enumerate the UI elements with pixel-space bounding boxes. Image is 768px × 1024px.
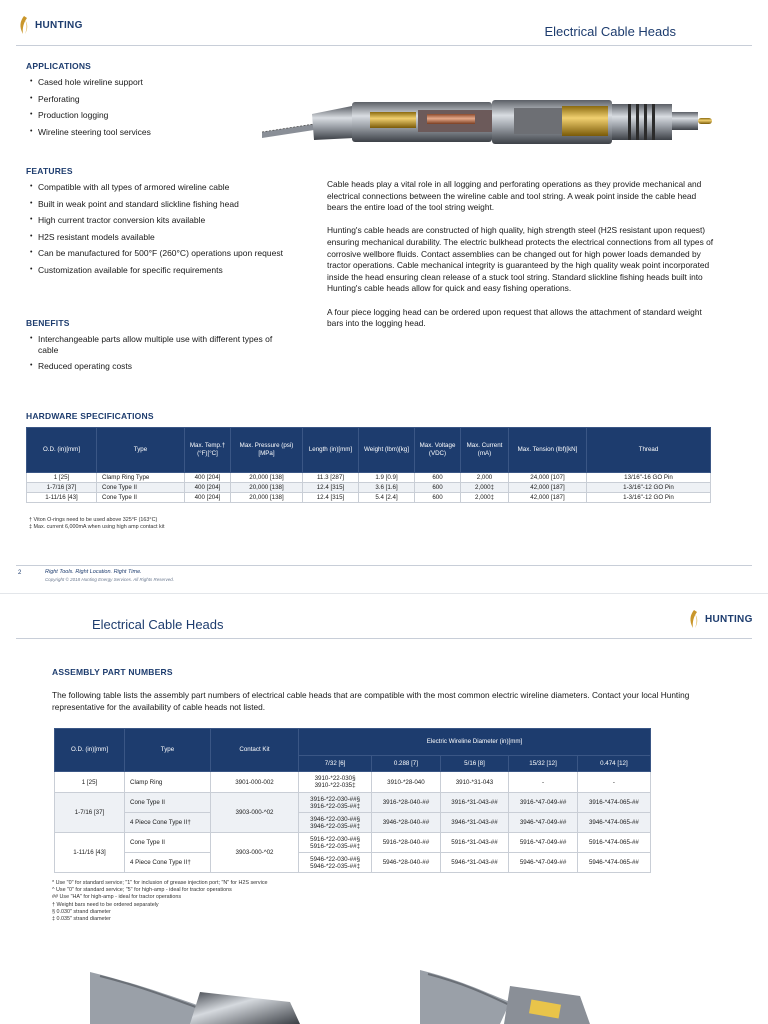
- table-cell: 42,000 [187]: [509, 493, 587, 503]
- hardware-spec-table: [26, 427, 711, 503]
- table-cell: 12.4 [315]: [303, 493, 359, 503]
- table-cell: 3916-*474-065-##: [577, 793, 650, 813]
- table-cell: [299, 793, 372, 813]
- table-cell: -: [577, 772, 650, 793]
- hunting-leaf-icon: [16, 14, 32, 36]
- list-item: • Customization available for specific requirements: [29, 265, 294, 276]
- list-item: • Cased hole wireline support: [29, 77, 289, 88]
- part-number: 5946-*22-030-##§: [310, 855, 361, 863]
- part-number: 3946-*22-030-##§: [310, 815, 361, 823]
- table-cell: 3901-000-002: [211, 772, 299, 793]
- list-item: • Can be manufactured for 500°F (260°C) operations upon request: [29, 248, 294, 259]
- table-cell: 24,000 [107]: [509, 473, 587, 483]
- table-cell: Cone Type II: [125, 833, 211, 853]
- col-header: Contact Kit: [211, 729, 299, 772]
- table-cell: 400 [204]: [185, 483, 231, 493]
- table-cell: 1-11/16 [43]: [55, 833, 125, 873]
- list-item: • High current tractor conversion kits available: [29, 215, 294, 226]
- table-cell: 5946-*28-040-##: [372, 853, 441, 873]
- list-item: • Perforating: [29, 94, 289, 105]
- table-cell: Cone Type II: [125, 793, 211, 813]
- col-header: Thread: [587, 428, 711, 473]
- table-cell: 3946-*28-040-##: [372, 813, 441, 833]
- table-cell: 20,000 [138]: [231, 483, 303, 493]
- description-paragraph: Cable heads play a vital role in all logging and perforating operations as they provide mechanical and electrical connections between the wireline cable and tool string. A weak point inside the cable head bears the entire load of the tool string weight.: [327, 179, 702, 213]
- table-cell: 5946-*474-065-##: [577, 853, 650, 873]
- copyright-text: Copyright © 2018 Hunting Energy Services. All Rights Reserved.: [45, 577, 174, 582]
- table-cell: 2,000‡: [461, 493, 509, 503]
- assembly-part-table: [54, 728, 651, 873]
- header-divider: [16, 45, 752, 46]
- table-cell: Clamp Ring Type: [97, 473, 185, 483]
- table-cell: 5916-*47-049-##: [509, 833, 578, 853]
- col-header: Max. Temp.† (°F)[°C]: [185, 428, 231, 473]
- table-row: [55, 833, 651, 853]
- table-cell: 11.3 [287]: [303, 473, 359, 483]
- part-number: 3916-*22-035-##‡: [310, 802, 361, 810]
- footer-divider: [16, 565, 752, 566]
- table-cell: 5946-*47-049-##: [509, 853, 578, 873]
- table-cell: 42,000 [187]: [509, 483, 587, 493]
- assembly-heading: ASSEMBLY PART NUMBERS: [52, 667, 173, 677]
- footnote: ^ Use "0" for standard service; "5" for high-amp - ideal for tractor operations: [52, 887, 232, 894]
- table-cell: 600: [415, 473, 461, 483]
- part-number: 5916-*22-030-##§: [310, 835, 361, 843]
- table-cell: 400 [204]: [185, 493, 231, 503]
- table-row: [55, 813, 651, 833]
- col-header: Max. Current (mA): [461, 428, 509, 473]
- table-cell: 2,000‡: [461, 483, 509, 493]
- table-cell: 2,000: [461, 473, 509, 483]
- features-list: [29, 182, 294, 281]
- header-divider: [16, 638, 752, 639]
- table-cell: 3.6 [1.6]: [359, 483, 415, 493]
- footnote: * Use "0" for standard service; "1" for inclusion of grease injection port; "N" for H2S service: [52, 880, 268, 886]
- assembly-intro: The following table lists the assembly part numbers of electrical cable heads that are compatible with the most common electric wireline diameters. Contact your local Hunting representative for the availability of cable heads not listed.: [52, 690, 690, 712]
- col-header: 15/32 [12]: [509, 756, 578, 772]
- table-cell: 1-3/16"-12 GO Pin: [587, 493, 711, 503]
- table-cell: [299, 833, 372, 853]
- footnote: ‡ Max. current 6,000mA when using high amp contact kit: [29, 524, 165, 531]
- description-paragraph: A four piece logging head can be ordered upon request that allows the attachment of standard weight bars into the logging head.: [327, 306, 702, 329]
- table-cell: [299, 772, 372, 793]
- table-cell: 3910-*31-043: [440, 772, 509, 793]
- hunting-logo: [16, 14, 83, 36]
- benefits-heading: BENEFITS: [26, 318, 70, 328]
- footnote: ## Use "HA" for high-amp - ideal for tractor operations: [52, 894, 182, 901]
- table-row: [55, 853, 651, 873]
- table-row: [27, 483, 711, 493]
- cable-head-illustration: [262, 88, 718, 160]
- applications-list: [29, 77, 289, 143]
- part-number: 3946-*22-035-##‡: [310, 822, 361, 830]
- table-cell: 3916-*28-040-##: [372, 793, 441, 813]
- page-number: 2: [18, 570, 22, 576]
- table-cell: 5.4 [2.4]: [359, 493, 415, 503]
- col-header: Max. Tension (lbf)[kN]: [509, 428, 587, 473]
- part-number: 3910-*22-035‡: [314, 782, 356, 789]
- list-item: • Reduced operating costs: [29, 361, 289, 372]
- tagline: Right Tools. Right Location. Right Time.: [45, 569, 142, 575]
- table-cell: [299, 813, 372, 833]
- list-item: • H2S resistant models available: [29, 232, 294, 243]
- table-cell: 1-7/16 [37]: [27, 483, 97, 493]
- table-cell: 20,000 [138]: [231, 493, 303, 503]
- table-cell: 3946-*474-065-##: [577, 813, 650, 833]
- applications-heading: APPLICATIONS: [26, 61, 92, 71]
- hardware-notes: [29, 517, 164, 531]
- footnote: ‡ 0.035" strand diameter: [52, 916, 111, 923]
- col-header: Electric Wireline Diameter (in)[mm]: [299, 729, 651, 756]
- list-item: • Interchangeable parts allow multiple use with different types of cable: [29, 334, 289, 355]
- table-cell: 5916-*31-043-##: [440, 833, 509, 853]
- col-header: 5/16 [8]: [440, 756, 509, 772]
- table-cell: 5916-*28-040-##: [372, 833, 441, 853]
- list-item: • Wireline steering tool services: [29, 127, 289, 138]
- table-cell: 5946-*31-043-##: [440, 853, 509, 873]
- cable-photo-left: [90, 962, 310, 1024]
- table-cell: -: [509, 772, 578, 793]
- part-number: 3916-*22-030-##§: [310, 795, 361, 803]
- features-heading: FEATURES: [26, 166, 73, 176]
- table-cell: [299, 853, 372, 873]
- table-cell: 1-3/16"-12 GO Pin: [587, 483, 711, 493]
- table-row: [27, 493, 711, 503]
- logo-text: HUNTING: [35, 19, 83, 31]
- col-header: Length (in)[mm]: [303, 428, 359, 473]
- table-cell: Cone Type II: [97, 483, 185, 493]
- page-separator: [0, 593, 768, 594]
- table-row: [27, 473, 711, 483]
- list-item: • Compatible with all types of armored wireline cable: [29, 182, 294, 193]
- table-cell: 4 Piece Cone Type II†: [125, 813, 211, 833]
- page-title: Electrical Cable Heads: [544, 24, 676, 39]
- col-header: 0.288 [7]: [372, 756, 441, 772]
- hunting-logo: [686, 608, 753, 630]
- table-cell: 5916-*474-065-##: [577, 833, 650, 853]
- col-header: O.D. (in)[mm]: [27, 428, 97, 473]
- table-cell: Clamp Ring: [125, 772, 211, 793]
- table-cell: 3946-*31-043-##: [440, 813, 509, 833]
- table-cell: 20,000 [138]: [231, 473, 303, 483]
- description-paragraph: Hunting's cable heads are constructed of high quality, high strength steel (H2S resistant upon request) ensuring mechanical durability. The electric bulkhead protects the electrical connections from all types of corrosive wellbore fluids. Contact assemblies can be changed out for high power loads demanded by tractor operations. Cable mechanical integrity is guaranteed by the high quality weak point incorporated inside the head ensuring clean release of a stuck tool string. Standard slickline fishing heads built into Hunting's cable heads allow for quick and easy fishing operations.: [327, 225, 714, 294]
- table-cell: 3903-000-^02: [211, 833, 299, 873]
- part-number: 3910-*22-030§: [314, 775, 356, 782]
- table-cell: 12.4 [315]: [303, 483, 359, 493]
- table-cell: 3946-*47-049-##: [509, 813, 578, 833]
- table-cell: 3916-*31-043-##: [440, 793, 509, 813]
- col-header: Weight (lbm)[kg]: [359, 428, 415, 473]
- table-cell: 1-7/16 [37]: [55, 793, 125, 833]
- table-cell: 13/16"-16 GO Pin: [587, 473, 711, 483]
- col-header: Type: [97, 428, 185, 473]
- cable-photo-right: [420, 962, 620, 1024]
- table-cell: 1.9 [0.9]: [359, 473, 415, 483]
- table-cell: 600: [415, 483, 461, 493]
- table-cell: 400 [204]: [185, 473, 231, 483]
- table-cell: 3903-000-^02: [211, 793, 299, 833]
- col-header: Max. Voltage (VDC): [415, 428, 461, 473]
- description-text: [327, 179, 715, 341]
- table-cell: 1 [25]: [27, 473, 97, 483]
- hardware-heading: HARDWARE SPECIFICATIONS: [26, 411, 154, 421]
- footnote: † Viton O-rings need to be used above 325°F (163°C): [29, 517, 158, 523]
- table-cell: 1 [25]: [55, 772, 125, 793]
- list-item: • Built in weak point and standard slickline fishing head: [29, 199, 294, 210]
- col-header: O.D. (in)[mm]: [55, 729, 125, 772]
- col-header: Type: [125, 729, 211, 772]
- hunting-leaf-icon: [686, 608, 702, 630]
- table-row: [55, 793, 651, 813]
- table-cell: 600: [415, 493, 461, 503]
- table-cell: 3910-*28-040: [372, 772, 441, 793]
- page-title: Electrical Cable Heads: [92, 617, 224, 632]
- part-number: 5946-*22-035-##‡: [310, 862, 361, 870]
- col-header: 0.474 [12]: [577, 756, 650, 772]
- part-number: 5916-*22-035-##‡: [310, 842, 361, 850]
- benefits-list: [29, 334, 289, 378]
- footnote: § 0.030" strand diameter: [52, 908, 111, 915]
- table-cell: 4 Piece Cone Type II†: [125, 853, 211, 873]
- assembly-notes: [52, 880, 268, 923]
- table-cell: 1-11/16 [43]: [27, 493, 97, 503]
- footnote: † Weight bars need to be ordered separately: [52, 901, 159, 908]
- table-row: [55, 772, 651, 793]
- table-cell: Cone Type II: [97, 493, 185, 503]
- col-header: 7/32 [6]: [299, 756, 372, 772]
- list-item: • Production logging: [29, 110, 289, 121]
- logo-text: HUNTING: [705, 613, 753, 625]
- col-header: Max. Pressure (psi)[MPa]: [231, 428, 303, 473]
- table-cell: 3916-*47-049-##: [509, 793, 578, 813]
